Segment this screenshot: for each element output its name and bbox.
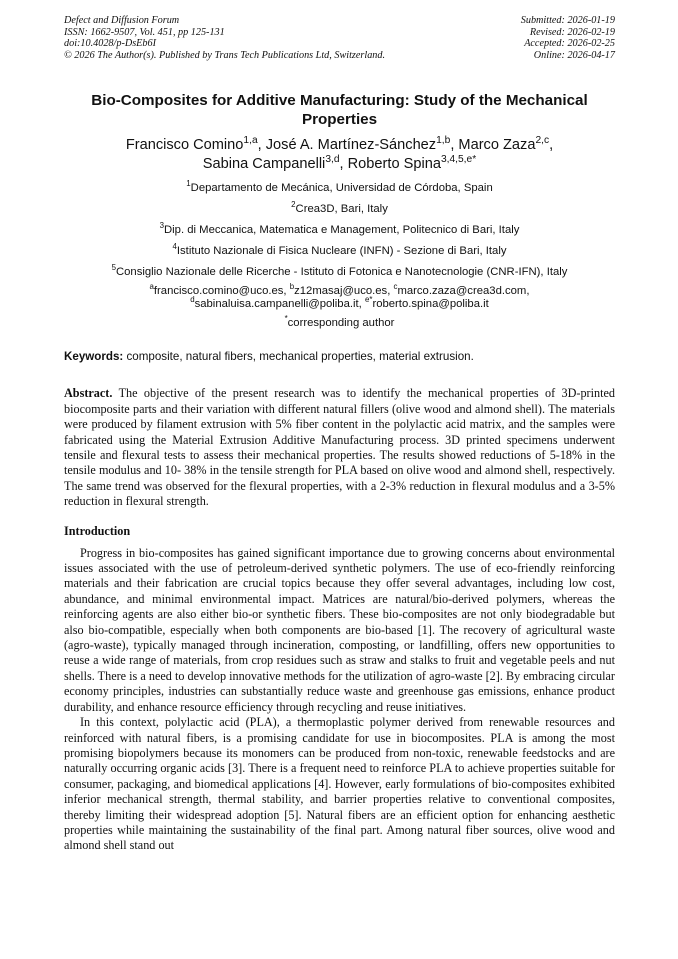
- email-link[interactable]: roberto.spina@poliba.it: [372, 298, 489, 311]
- author-affil: 3,d: [325, 154, 340, 166]
- date-online: Online: 2026-04-17: [533, 49, 615, 61]
- author-name: Sabina Campanelli: [202, 156, 326, 173]
- affiliation-number: 1: [186, 179, 191, 189]
- affiliation: [64, 221, 615, 237]
- affiliation-text: Crea3D, Bari, Italy: [295, 203, 388, 216]
- email-marker: d: [190, 295, 195, 305]
- author-name: Francisco Comino: [125, 137, 244, 154]
- journal-info: [64, 15, 385, 61]
- keywords: [64, 350, 615, 364]
- date-accepted: Accepted: 2026-02-25: [524, 38, 615, 50]
- author-affil: 1,a: [243, 135, 258, 147]
- affiliation: [64, 200, 615, 216]
- email-link[interactable]: sabinaluisa.campanelli@poliba.it,: [194, 298, 365, 311]
- email-link[interactable]: marco.zaza@crea3d.com,: [397, 285, 530, 298]
- section-heading: Introduction: [64, 523, 131, 538]
- abstract-label: Abstract.: [64, 386, 113, 401]
- journal-header: [64, 15, 615, 61]
- abstract: [64, 386, 615, 509]
- author-affil: 2,c: [535, 135, 550, 147]
- author-affil: 1,b: [436, 135, 451, 147]
- email-link[interactable]: francisco.comino@uco.es,: [153, 285, 290, 298]
- author-name: Roberto Spina: [347, 156, 441, 173]
- keywords-label: Keywords:: [64, 350, 124, 364]
- author-emails: [64, 282, 615, 311]
- corresponding-author-note: [64, 314, 615, 330]
- date-submitted: Submitted: 2026-01-19: [520, 15, 615, 26]
- date-revised: Revised: 2026-02-19: [529, 26, 615, 38]
- article-dates: [521, 15, 615, 61]
- author-list: Francisco Comino$^{1,a}$, José A. Martínez-Sánchez$^{1,b}$, Marco Zaza$^{2,c}$, Sabina Campanelli$^{3,d}$, Roberto Spina$^{3,4,5,e*}$: [125, 135, 554, 173]
- journal-issn: ISSN: 1662-9507, Vol. 451, pp 125-131: [64, 26, 225, 38]
- journal-copyright: © 2026 The Author(s). Published by Trans Tech Publications Ltd, Switzerland.: [64, 49, 386, 61]
- affiliation-text: Dip. di Meccanica, Matematica e Management, Politecnico di Bari, Italy: [164, 224, 520, 237]
- email-marker: c: [393, 282, 398, 292]
- affiliation-text: Departamento de Mecánica, Universidad de Córdoba, Spain: [190, 182, 493, 195]
- affiliation-number: 2: [291, 200, 296, 210]
- email-link[interactable]: z12masaj@uco.es,: [294, 285, 394, 298]
- author-name: Marco Zaza: [458, 137, 536, 154]
- paper-title: Bio-Composites for Additive Manufacturing: Study of the Mechanical Properties: [91, 92, 588, 129]
- affiliation-text: Consiglio Nazionale delle Ricerche - Istituto di Fotonica e Nanotecnologie (CNR-IFN), Italy: [115, 266, 568, 279]
- corresponding-marker: *: [284, 314, 288, 324]
- corresponding-text: corresponding author: [287, 317, 395, 330]
- journal-name: Defect and Diffusion Forum: [64, 15, 180, 26]
- email-marker: a: [149, 282, 154, 292]
- affiliation-number: 5: [111, 263, 116, 273]
- abstract-text: The objective of the present research was to identify the mechanical properties of 3D-printed biocomposite parts and their variation with different natural fillers (olive wood and almond shell). The materials were produced by filament extrusion with 5% fiber content in the polylactic acid matrix, and the samples were fabricated using the Material Extrusion Additive Manufacturing process. 3D printed specimens underwent tensile and flexural tests to assess their mechanical properties. The results showed reductions of 5-18% in the tensile modulus and 10- 38% in the tensile strength for PLA based on olive wood and almond shell, respectively. The same trend was observed for the flexural properties, with a 2-3% reduction in flexural modulus and a 3-5% reduction in flexural strength.: [64, 386, 615, 509]
- body-paragraph: Progress in bio-composites has gained significant importance due to growing concerns about environmental issues associated with the use of petroleum-derived synthetic polymers. The use of eco-friendly reinforcing materials and their fabrication are crucial topics because they offer several advantages, including low cost, abundance, and minimal environmental impact. Matrices are natural/bio-derived polymers, whereas the reinforcing agents are also either bio-or synthetic fibers. These bio-composites are not only biodegradable but also bio-compatible, especially when both components are bio-based [1]. The recovery of agricultural waste (agro-waste), typically managed through incineration, composting, or landfilling, offers new opportunities to reuse a wide range of materials, from crop residues such as straw and stalks to fruit and vegetable peels and nut shells. There is a need to develop innovative methods for the utilization of agro-waste [2]. By embracing circular economy principles, industries can substantially reduce waste and greenhouse gas emissions, enhance product durability, and enhance resource efficiency through recycling and reuse initiatives.: [64, 545, 615, 714]
- affiliation-number: 4: [172, 242, 177, 252]
- affiliation-number: 3: [159, 221, 164, 231]
- email-marker: b: [289, 282, 295, 292]
- affiliation: [64, 242, 615, 258]
- affiliation: [64, 263, 615, 279]
- author-affil: 3,4,5,e*: [440, 154, 477, 166]
- keywords-text: composite, natural fibers, mechanical properties, material extrusion.: [123, 350, 474, 364]
- body-paragraph: In this context, polylactic acid (PLA), a thermoplastic polymer derived from renewable resources and reinforced with natural fibers, is a promising candidate for use in biocomposites. PLA is among the most promising biopolymers because its monomers can be produced from non-toxic, renewable feedstocks and are naturally occurring organic acids [3]. There is a frequent need to reinforce PLA to achieve properties suitable for consumer, packaging, and biomedical applications [4]. However, early formulations of bio-composites exhibited inferior mechanical strength, thermal stability, and barrier properties relative to conventional composites, thereby limiting their widespread adoption [5]. Natural fibers are an efficient option for enhancing aesthetic properties while maintaining the sustainability of the final part. Among natural fiber sources, olive wood and almond shell stand out: [64, 715, 615, 853]
- paper-page: [64, 15, 615, 854]
- email-marker: e*: [364, 295, 373, 305]
- journal-doi: doi:10.4028/p-DsEb6I: [64, 38, 156, 50]
- affiliation-text: Istituto Nazionale di Fisica Nucleare (INFN) - Sezione di Bari, Italy: [176, 245, 507, 258]
- affiliation: [64, 179, 615, 195]
- author-name: José A. Martínez-Sánchez: [265, 137, 437, 154]
